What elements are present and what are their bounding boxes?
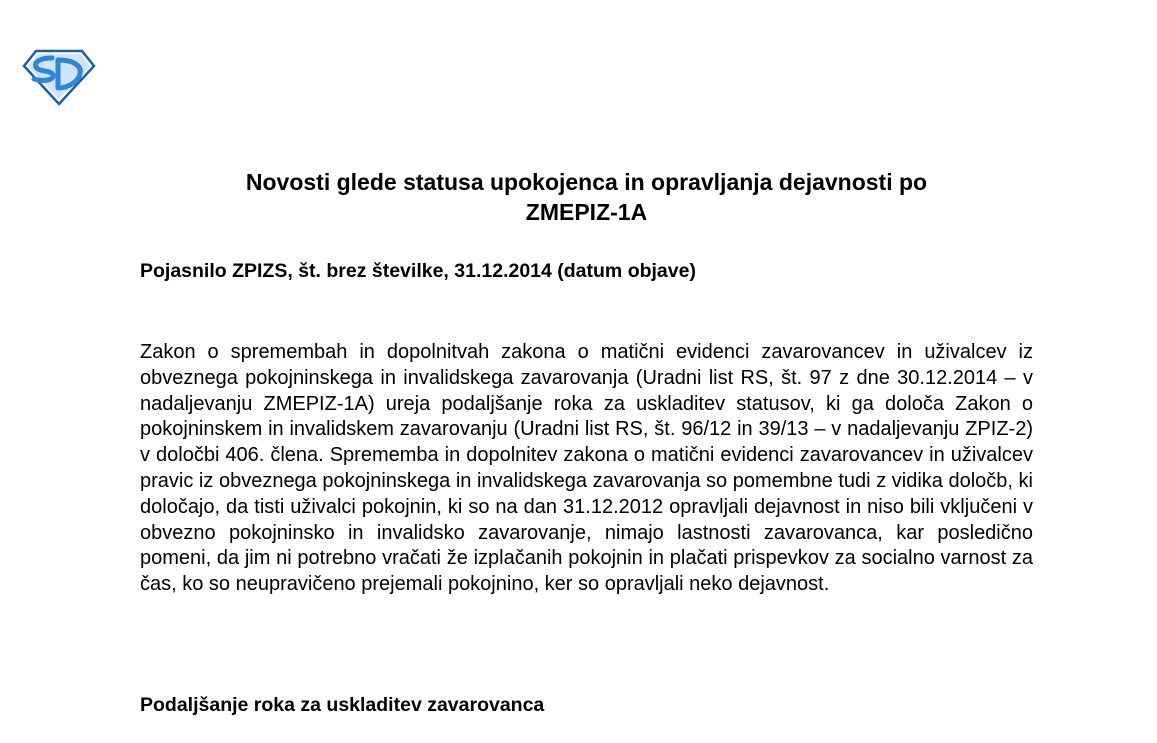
sd-logo-icon <box>22 48 96 106</box>
sd-logo <box>22 48 96 106</box>
section-heading: Podaljšanje roka za uskladitev zavarovanca <box>140 694 545 716</box>
body-paragraph: Zakon o spremembah in dopolnitvah zakona o matični evidenci zavarovancev in uživalcev iz obveznega pokojninskega in invalidskega zavarovanja (Uradni list RS, št. 97 z dne 30.12.2014 – v nadaljevanju ZMEPIZ-1A) ureja podaljšanje roka za uskladitev statusov, ki ga določa Zakon o pokojninskem in invalidskem zavarovanju (Uradni list RS, št. 96/12 in 39/13 – v nadaljevanju ZPIZ-2) v določbi 406. člena. Sprememba in dopolnitev zakona o matični evidenci zavarovancev in uživalcev pravic iz obveznega pokojninskega in invalidskega zavarovanja so pomembne tudi z vidika določb, ki določajo, da tisti uživalci pokojnin, ki so na dan 31.12.2012 opravljali dejavnost in niso bili vključeni v obvezno pokojninsko in invalidsko zavarovanje, nimajo lastnosti zavarovanca, kar posledično pomeni, da jim ni potrebno vračati že izplačanih pokojnin in plačati prispevkov za socialno varnost za čas, ko so neupravičeno prejemali pokojnino, ker so opravljali neko dejavnost. <box>140 341 1033 596</box>
document-title <box>140 167 1033 227</box>
document-title-line2: ZMEPIZ-1A <box>525 199 648 225</box>
document-title-line1: Novosti glede statusa upokojenca in opravljanja dejavnosti po <box>245 169 928 195</box>
document-subtitle: Pojasnilo ZPIZS, št. brez številke, 31.12.2014 (datum objave) <box>140 260 696 282</box>
